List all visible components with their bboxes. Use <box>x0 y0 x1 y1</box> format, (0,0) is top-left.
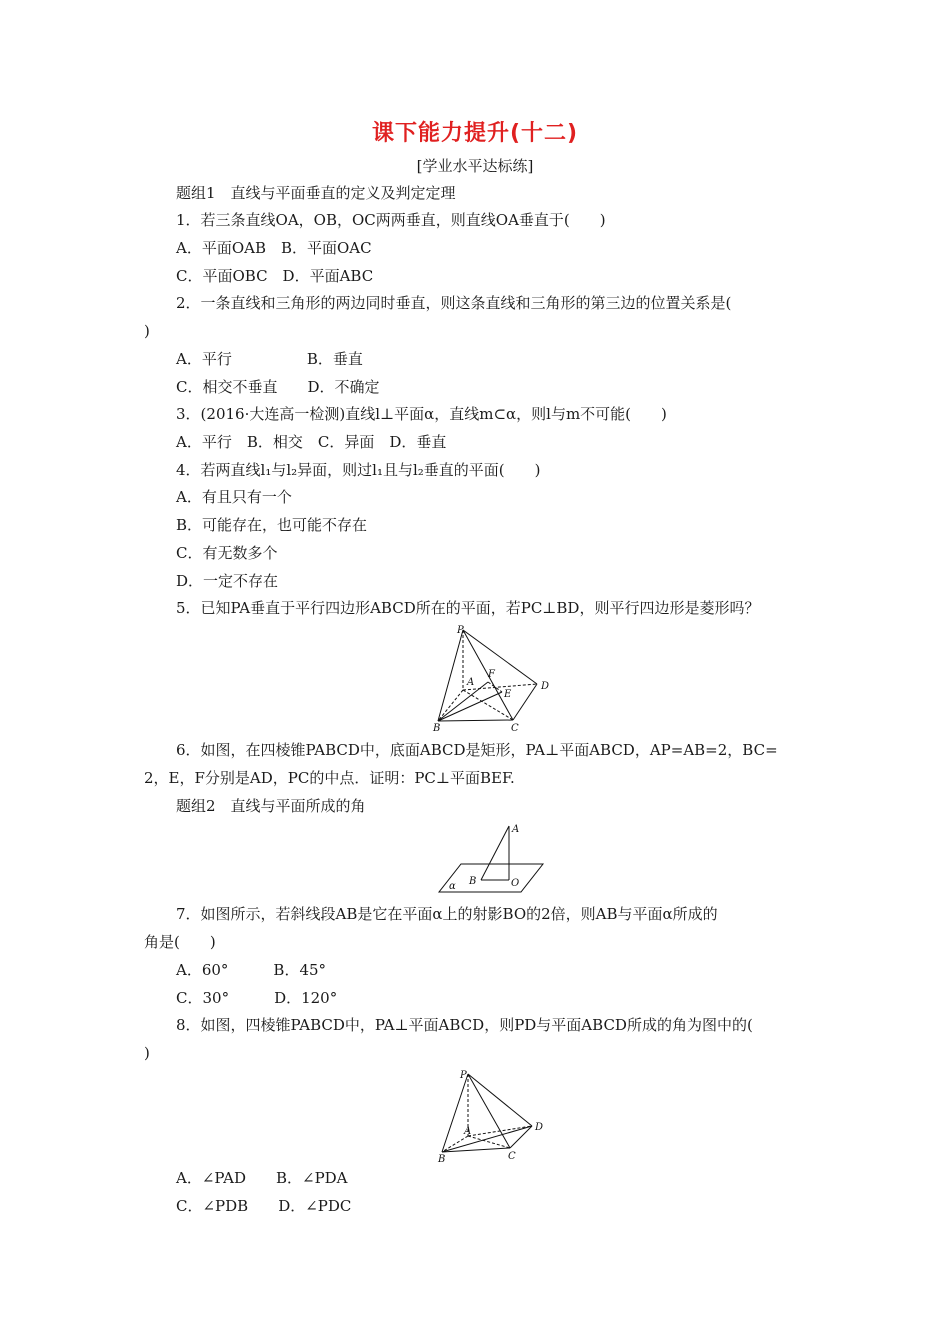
fig3-label-a: A <box>464 1126 472 1137</box>
fig2-label-a: A <box>512 824 520 835</box>
fig1-label-d: D <box>541 681 550 692</box>
question-7-options-cd: C．30° D．120° <box>176 989 338 1007</box>
question-1: 1．若三条直线OA，OB，OC两两垂直，则直线OA垂直于( ) <box>176 211 606 229</box>
question-1-options-cd: C．平面OBC D．平面ABC <box>176 267 374 285</box>
question-8-options-cd: C．∠PDB D．∠PDC <box>176 1197 352 1215</box>
fig1-label-p: P <box>457 625 464 636</box>
question-4: 4．若两直线l₁与l₂异面，则过l₁且与l₂垂直的平面( ) <box>176 461 541 479</box>
question-7-cont: 角是( ) <box>144 933 216 951</box>
question-4-option-a: A．有且只有一个 <box>176 488 292 506</box>
question-8-options-ab: A．∠PAD B．∠PDA <box>176 1169 348 1187</box>
question-8: 8．如图，四棱锥PABCD中，PA⊥平面ABCD，则PD与平面ABCD所成的角为图中的( <box>176 1016 753 1034</box>
page-title: 课下能力提升(十二) <box>371 121 579 146</box>
fig3-label-p: P <box>460 1070 467 1081</box>
question-4-option-b: B．可能存在，也可能不存在 <box>176 516 368 534</box>
question-8-cont: ) <box>144 1044 150 1062</box>
question-2-options-cd: C．相交不垂直 D．不确定 <box>176 378 380 396</box>
figure-plane-alpha <box>435 818 547 896</box>
question-4-option-d: D．一定不存在 <box>176 572 279 590</box>
fig3-label-b: B <box>438 1154 446 1164</box>
question-3: 3．(2016·大连高一检测)直线l⊥平面α，直线m⊂α，则l与m不可能( ) <box>176 405 667 423</box>
question-6: 6．如图，在四棱锥PABCD中，底面ABCD是矩形，PA⊥平面ABCD，AP=AB=2，BC= <box>176 741 778 759</box>
section-subtitle: [学业水平达标练] <box>416 157 534 175</box>
fig1-label-a: A <box>467 677 475 688</box>
figure-pyramid-1 <box>425 624 560 734</box>
fig3-label-c: C <box>508 1151 516 1162</box>
question-1-options-ab: A．平面OAB B．平面OAC <box>176 239 372 257</box>
fig1-label-b: B <box>433 723 441 734</box>
fig3-label-d: D <box>535 1122 544 1133</box>
fig2-label-b: B <box>469 876 477 887</box>
fig1-label-f: F <box>488 669 495 680</box>
figure-pyramid-2 <box>432 1066 552 1164</box>
question-2-cont: ) <box>144 322 150 340</box>
group-heading-2: 题组2 直线与平面所成的角 <box>176 797 366 815</box>
fig1-label-c: C <box>511 723 519 734</box>
question-2: 2．一条直线和三角形的两边同时垂直，则这条直线和三角形的第三边的位置关系是( <box>176 294 732 312</box>
question-6-cont: 2，E，F分别是AD，PC的中点．证明：PC⊥平面BEF. <box>144 769 515 787</box>
fig1-label-e: E <box>504 689 512 700</box>
question-4-option-c: C．有无数多个 <box>176 544 278 562</box>
question-7: 7．如图所示，若斜线段AB是它在平面α上的射影BO的2倍，则AB与平面α所成的 <box>176 905 718 923</box>
question-7-options-ab: A．60° B．45° <box>176 961 327 979</box>
question-3-options: A．平行 B．相交 C．异面 D．垂直 <box>176 433 447 451</box>
fig2-label-o: O <box>511 878 520 889</box>
question-2-options-ab: A．平行 B．垂直 <box>176 350 363 368</box>
group-heading-1: 题组1 直线与平面垂直的定义及判定定理 <box>176 184 456 202</box>
fig2-label-alpha: α <box>449 881 456 892</box>
question-5: 5．已知PA垂直于平行四边形ABCD所在的平面，若PC⊥BD，则平行四边形是菱形吗？ <box>176 599 760 617</box>
